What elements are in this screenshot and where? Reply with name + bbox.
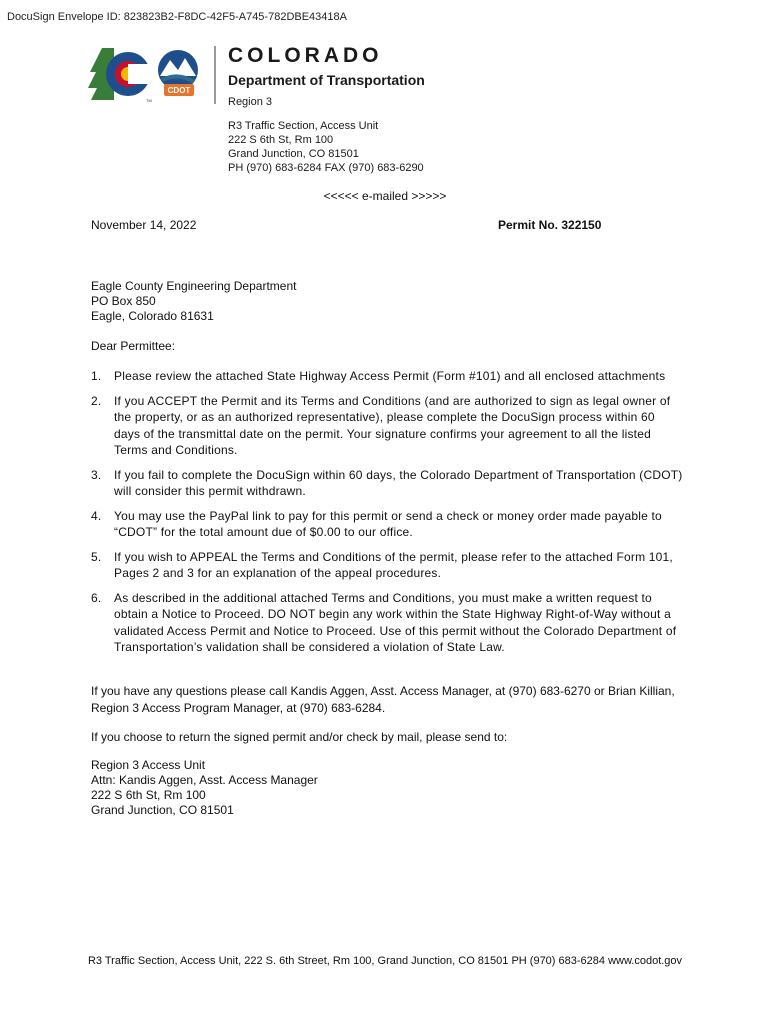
instruction-list — [91, 368, 683, 664]
envelope-id: DocuSign Envelope ID: 823823B2-F8DC-42F5-A745-782DBE43418A — [7, 11, 347, 23]
list-item-text: If you fail to complete the DocuSign within 60 days, the Colorado Department of Transportation (CDOT) will consider this permit withdrawn. — [114, 467, 683, 498]
list-item-text: As described in the additional attached Terms and Conditions, you must make a written request to obtain a Notice to Proceed. DO NOT begin any work within the State Highway Right-of-Way without a validated Access Permit and Notice to Proceed. Use of this permit without the Colorado Department of Transportation’s validation shall be considered a violation of State Law. — [114, 590, 677, 654]
brand-subtitle: Department of Transportation — [228, 72, 425, 88]
list-item — [91, 467, 683, 500]
address-line-1: R3 Traffic Section, Access Unit — [228, 120, 379, 132]
list-item-number: 4. — [91, 508, 102, 523]
salutation: Dear Permittee: — [91, 339, 176, 353]
list-item — [91, 549, 683, 582]
list-item-number: 3. — [91, 467, 102, 482]
recipient-name: Eagle County Engineering Department — [91, 279, 297, 293]
list-item-text: If you ACCEPT the Permit and its Terms and Conditions (and are authorized to sign as legal owner of the property, or as an authorized representative), please complete the DocuSign process within 60 days of the transmittal date on the permit. Your signature confirms your agreement to all the listed Terms and Conditions. — [114, 393, 671, 457]
recipient-address — [91, 279, 296, 324]
address-line-4: PH (970) 683-6284 FAX (970) 683-6290 — [228, 162, 424, 174]
brand-title: COLORADO — [228, 44, 383, 67]
list-item-number: 1. — [91, 369, 102, 383]
mailing-line-1: Region 3 Access Unit — [91, 758, 206, 772]
return-paragraph: If you choose to return the signed permit and/or check by mail, please send to: — [91, 730, 508, 744]
delivery-note: <<<<< e-mailed >>>>> — [323, 189, 447, 203]
list-item — [91, 368, 683, 385]
mailing-address — [91, 758, 318, 818]
trademark-mark: TM — [146, 98, 152, 103]
cdot-badge-text: CDOT — [167, 86, 191, 95]
sender-address — [228, 119, 424, 175]
address-line-2: 222 S 6th St, Rm 100 — [228, 134, 334, 146]
mailing-line-2: Attn: Kandis Aggen, Asst. Access Manager — [91, 773, 318, 787]
list-item-text: If you wish to APPEAL the Terms and Conditions of the permit, please refer to the attached Form 101, Pages 2 and 3 for an explanation of the appeal procedures. — [114, 549, 673, 580]
mailing-line-4: Grand Junction, CO 81501 — [91, 803, 234, 817]
list-item — [91, 590, 683, 656]
list-item-number: 2. — [91, 393, 102, 408]
list-item-number: 5. — [91, 549, 102, 564]
recipient-city: Eagle, Colorado 81631 — [91, 309, 214, 323]
list-item — [91, 508, 683, 541]
cdot-logo — [88, 44, 228, 106]
permit-number: Permit No. 322150 — [498, 218, 602, 232]
recipient-po-box: PO Box 850 — [91, 294, 156, 308]
address-line-3: Grand Junction, CO 81501 — [228, 148, 359, 160]
letter-date: November 14, 2022 — [91, 218, 197, 232]
list-item-text: You may use the PayPal link to pay for this permit or send a check or money order made payable to “CDOT” for the total amount due of $0.00 to our office. — [114, 508, 662, 539]
brand-region: Region 3 — [228, 96, 273, 108]
list-item-text: Please review the attached State Highway Access Permit (Form #101) and all enclosed attachments — [114, 369, 666, 383]
list-item-number: 6. — [91, 590, 102, 605]
list-item — [91, 393, 683, 459]
questions-paragraph: If you have any questions please call Kandis Aggen, Asst. Access Manager, at (970) 683-6270 or Brian Killian, Region 3 Access Program Manager, at (970) 683-6284. — [91, 684, 675, 715]
mailing-line-3: 222 S 6th St, Rm 100 — [91, 788, 206, 802]
page-footer: R3 Traffic Section, Access Unit, 222 S. 6th Street, Rm 100, Grand Junction, CO 81501 PH (970) 683-6284 www.codot.gov — [87, 955, 683, 967]
